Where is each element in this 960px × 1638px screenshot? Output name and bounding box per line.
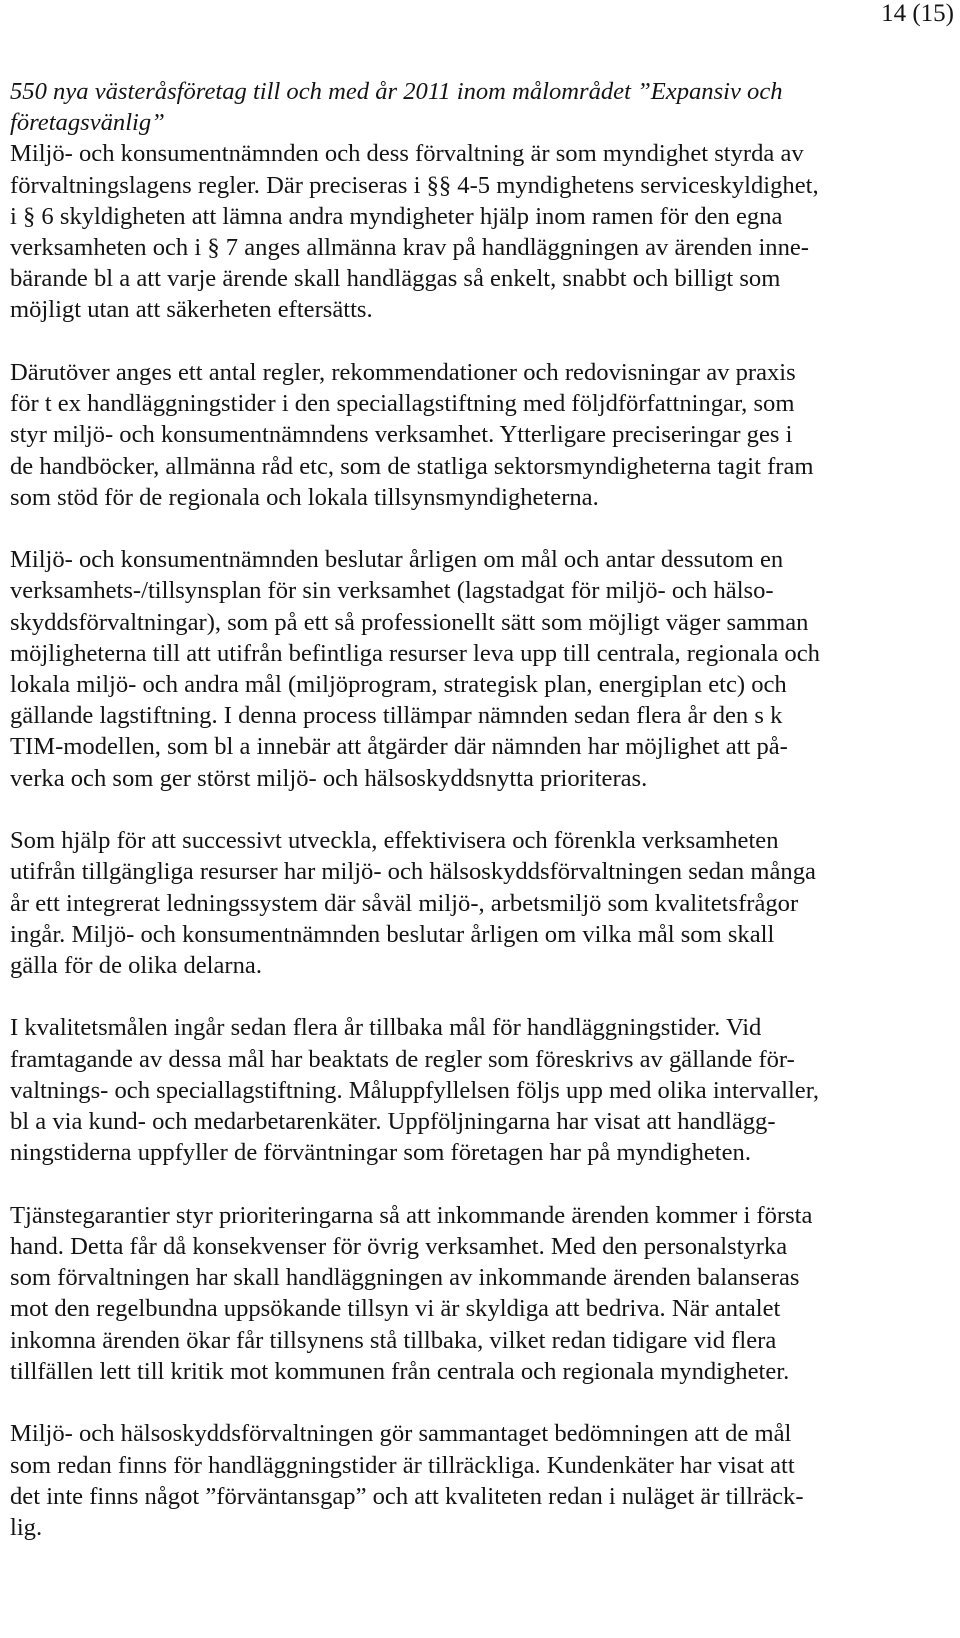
paragraph-ledningssystem xyxy=(10,825,960,981)
paragraph-line: verka och som ger störst miljö- och hälsoskyddsnytta prioriteras. xyxy=(10,764,648,792)
paragraph-line: Miljö- och hälsoskyddsförvaltningen gör sammantaget bedömningen att de mål xyxy=(10,1420,792,1448)
page-number: 14 (15) xyxy=(881,0,954,27)
paragraph-line: för t ex handläggningstider i den speciallagstiftning med följdförfattningar, som xyxy=(10,390,795,418)
document-body xyxy=(10,76,960,1574)
paragraph-line: förvaltningslagens regler. Där preciseras i §§ 4-5 myndighetens serviceskyldighet, xyxy=(10,171,819,199)
heading-line: företagsvänlig” xyxy=(10,109,165,137)
paragraph-line: som förvaltningen har skall handläggningen av inkommande ärenden balanseras xyxy=(10,1264,800,1292)
paragraph-line: verksamhets-/tillsynsplan för sin verksamhet (lagstadgat för miljö- och hälso- xyxy=(10,577,774,605)
paragraph-tjanstegarantier xyxy=(10,1200,960,1387)
paragraph-line: styr miljö- och konsumentnämndens verksamhet. Ytterligare preciseringar ges i xyxy=(10,421,793,449)
paragraph-line: de handböcker, allmänna råd etc, som de statliga sektorsmyndigheterna tagit fram xyxy=(10,452,814,480)
paragraph-verksamhetsplan xyxy=(10,544,960,794)
paragraph-line: Miljö- och konsumentnämnden och dess förvaltning är som myndighet styrda av xyxy=(10,140,804,168)
paragraph-bedomning xyxy=(10,1418,960,1543)
paragraph-line: inkomna ärenden ökar får tillsynens stå tillbaka, vilket redan tidigare vid flera xyxy=(10,1326,777,1354)
paragraph-line: Tjänstegarantier styr prioriteringarna så att inkommande ärenden kommer i första xyxy=(10,1201,813,1229)
paragraph-line: det inte finns något ”förväntansgap” och att kvaliteten redan i nuläget är tillräck- xyxy=(10,1482,804,1510)
paragraph-line: i § 6 skyldigheten att lämna andra myndigheter hjälp inom ramen för den egna xyxy=(10,202,783,230)
paragraph-line: TIM-modellen, som bl a innebär att åtgärder där nämnden har möjlighet att på- xyxy=(10,733,788,761)
paragraph-line: mot den regelbundna uppsökande tillsyn vi är skyldiga att bedriva. När antalet xyxy=(10,1295,781,1323)
paragraph-line: som stöd för de regionala och lokala tillsynsmyndigheterna. xyxy=(10,483,599,511)
paragraph-line: I kvalitetsmålen ingår sedan flera år tillbaka mål för handläggningstider. Vid xyxy=(10,1014,762,1042)
paragraph-line: ningstiderna uppfyller de förväntningar som företagen har på myndigheten. xyxy=(10,1139,751,1167)
paragraph-line: Miljö- och konsumentnämnden beslutar årligen om mål och antar dessutom en xyxy=(10,546,784,574)
paragraph-line: möjligheterna till att utifrån befintliga resurser leva upp till centrala, regionala och xyxy=(10,639,820,667)
paragraph-line: lokala miljö- och andra mål (miljöprogram, strategisk plan, energiplan etc) och xyxy=(10,671,787,699)
heading-line: 550 nya västeråsföretag till och med år 2011 inom målområdet ”Expansiv och xyxy=(10,78,783,105)
paragraph-forvaltningslagen xyxy=(10,138,960,325)
paragraph-line: Därutöver anges ett antal regler, rekommendationer och redovisningar av praxis xyxy=(10,358,796,386)
paragraph-regler xyxy=(10,357,960,513)
paragraph-line: bl a via kund- och medarbetarenkäter. Uppföljningarna har visat att handlägg- xyxy=(10,1108,776,1136)
section-heading xyxy=(10,76,960,138)
paragraph-line: Som hjälp för att successivt utveckla, effektivisera och förenkla verksamheten xyxy=(10,827,779,855)
paragraph-line: utifrån tillgängliga resurser har miljö- och hälsoskyddsförvaltningen sedan många xyxy=(10,858,816,886)
paragraph-line: som redan finns för handläggningstider är tillräckliga. Kundenkäter har visat att xyxy=(10,1451,795,1479)
paragraph-line: lig. xyxy=(10,1513,43,1541)
paragraph-line: ingår. Miljö- och konsumentnämnden beslutar årligen om vilka mål som skall xyxy=(10,920,775,948)
paragraph-line: valtnings- och speciallagstiftning. Måluppfyllelsen följs upp med olika intervaller, xyxy=(10,1076,820,1104)
paragraph-line: möjligt utan att säkerheten eftersätts. xyxy=(10,296,373,324)
paragraph-line: gällande lagstiftning. I denna process tillämpar nämnden sedan flera år den s k xyxy=(10,702,783,730)
paragraph-line: hand. Detta får då konsekvenser för övrig verksamhet. Med den personalstyrka xyxy=(10,1232,788,1260)
paragraph-line: gälla för de olika delarna. xyxy=(10,951,262,979)
paragraph-line: framtagande av dessa mål har beaktats de regler som föreskrivs av gällande för- xyxy=(10,1045,795,1073)
paragraph-line: bärande bl a att varje ärende skall handläggas så enkelt, snabbt och billigt som xyxy=(10,265,781,293)
paragraph-line: år ett integrerat ledningssystem där såväl miljö-, arbetsmiljö som kvalitetsfrågor xyxy=(10,889,799,917)
paragraph-kvalitetsmal xyxy=(10,1012,960,1168)
paragraph-line: skyddsförvaltningar), som på ett så professionellt sätt som möjligt väger samman xyxy=(10,608,809,636)
paragraph-line: tillfällen lett till kritik mot kommunen från centrala och regionala myndigheter. xyxy=(10,1357,790,1385)
paragraph-line: verksamheten och i § 7 anges allmänna krav på handläggningen av ärenden inne- xyxy=(10,234,809,262)
